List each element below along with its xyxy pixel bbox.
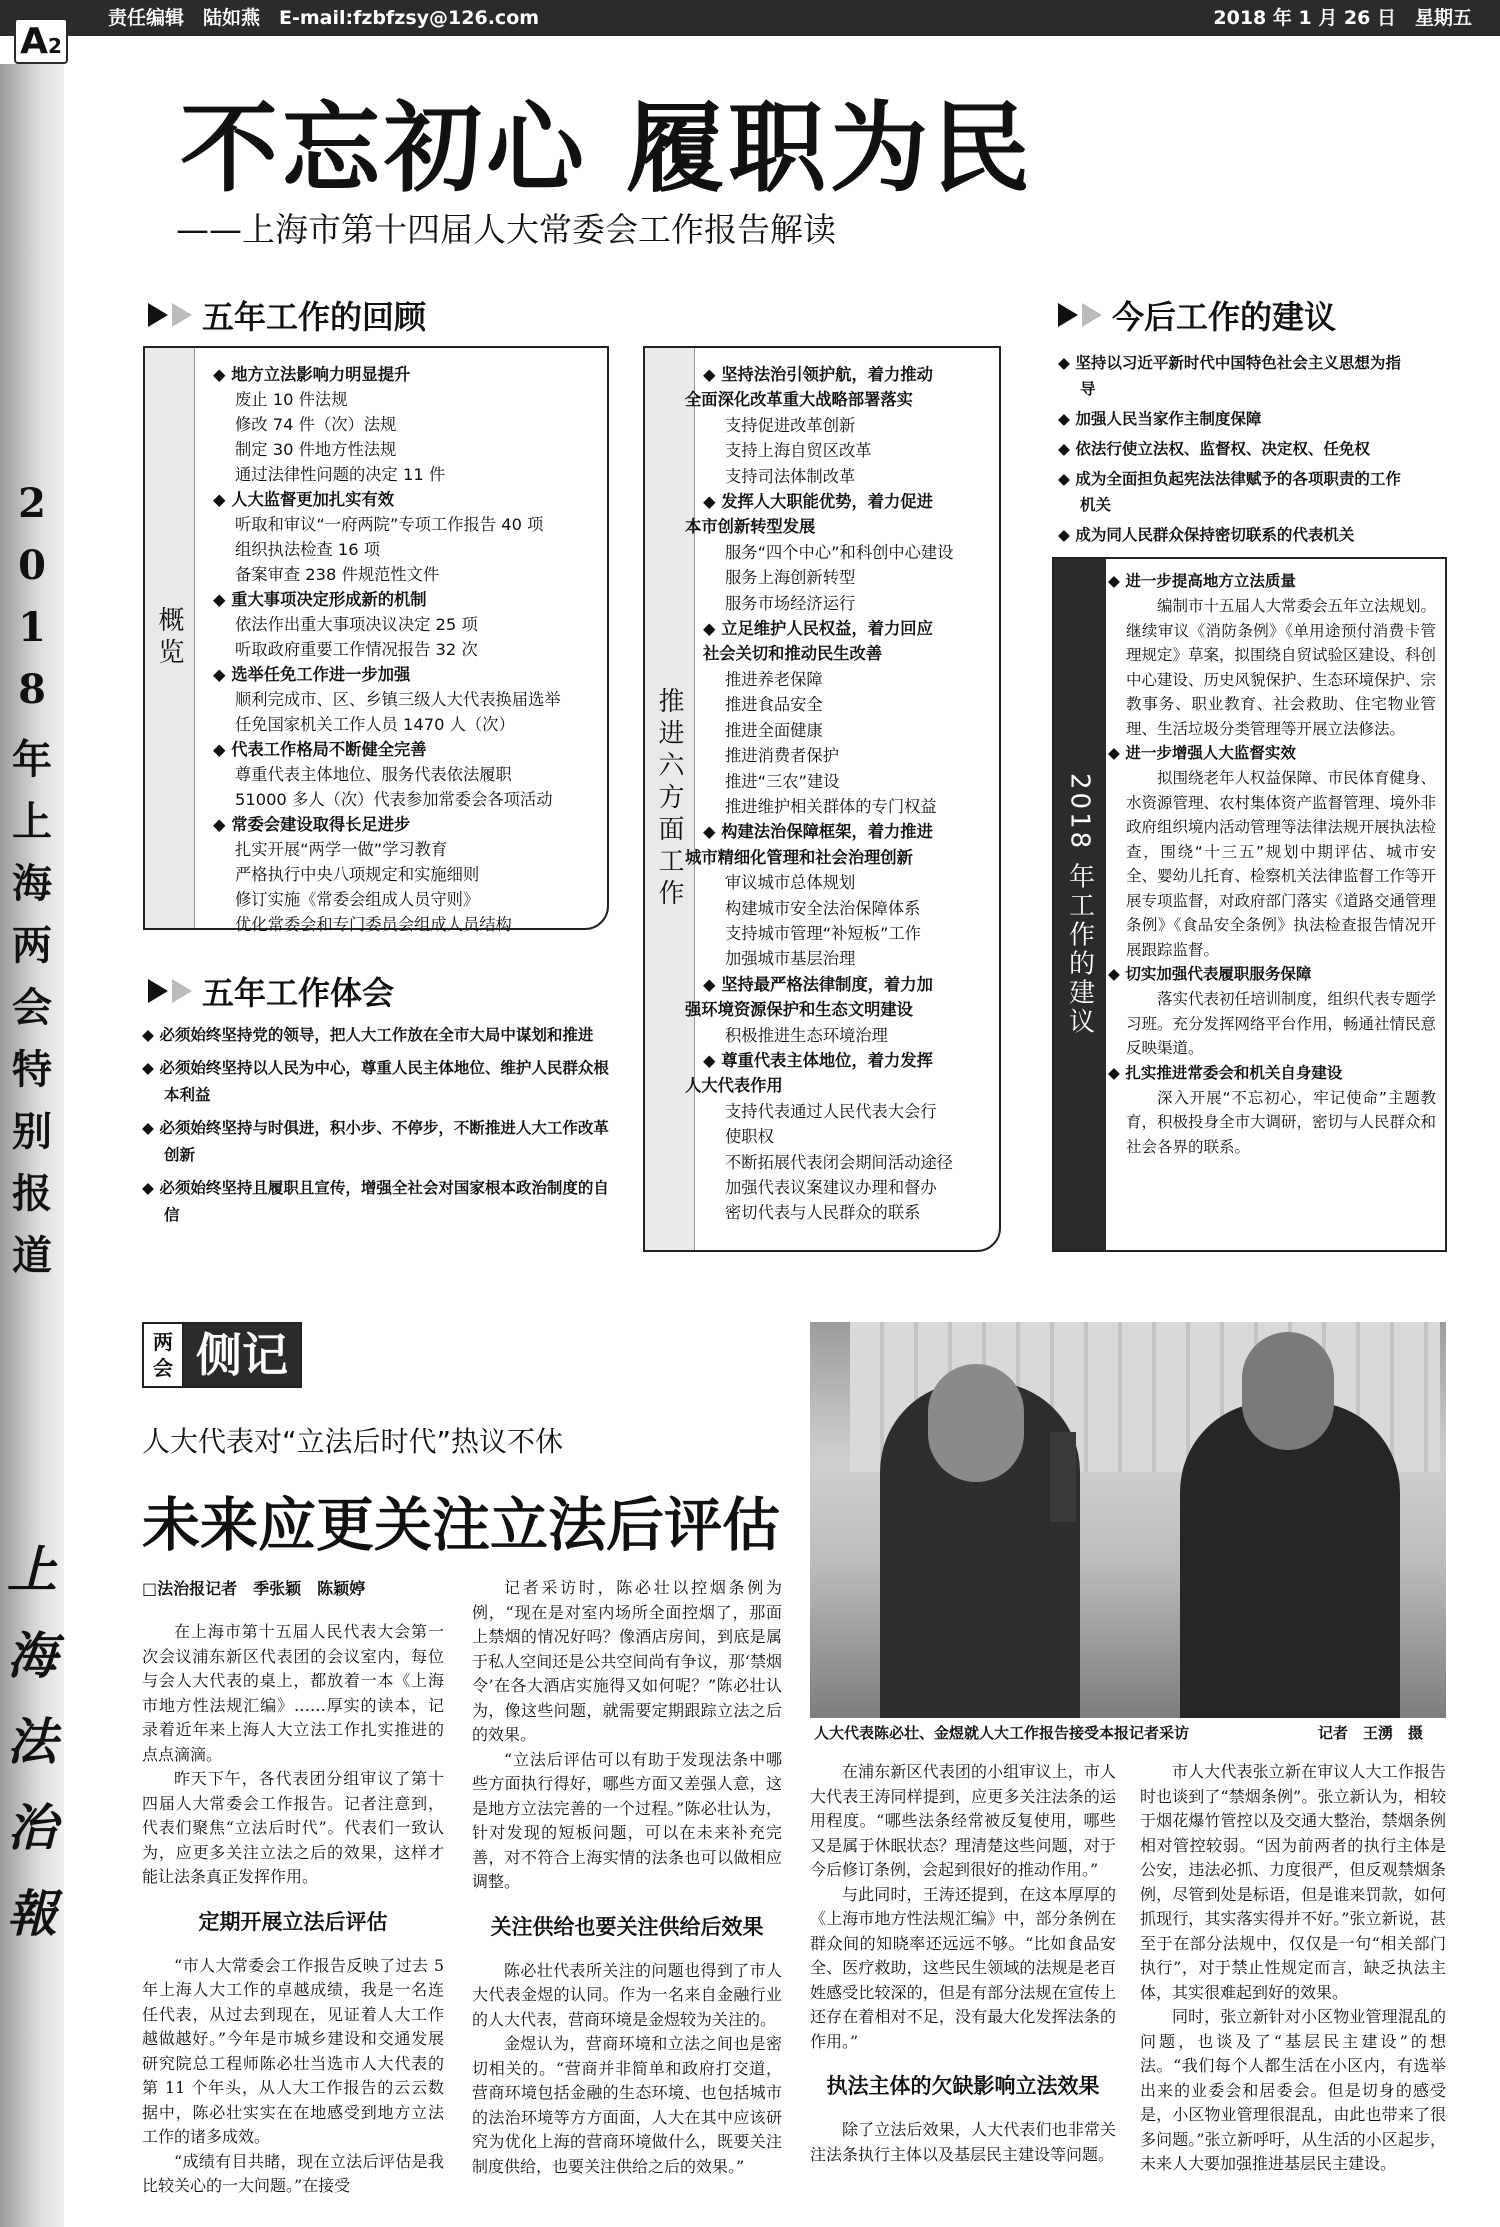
- side-char: 海: [12, 860, 52, 907]
- side-char: 特: [12, 1046, 52, 1093]
- bullet-icon: ◆: [1058, 410, 1076, 428]
- future-bullet: [1058, 522, 1410, 548]
- bullet-text: 成为全面担负起宪法法律赋予的各项职责的工作机关: [1075, 470, 1401, 514]
- side-char: 年: [12, 736, 52, 783]
- list-line: 推进食品安全: [725, 695, 823, 715]
- list-line: 尊重代表主体地位、服务代表依法履职: [235, 765, 512, 784]
- list-line: 废止 10 件法规: [235, 390, 348, 409]
- list-line: ◆ 坚持最严格法律制度，着力加: [703, 974, 933, 994]
- list-line: 推进消费者保护: [725, 746, 839, 766]
- arrow-icon: [148, 303, 168, 327]
- arrow-icon: [1082, 303, 1102, 327]
- page-number-badge: [14, 18, 68, 64]
- main-title: 不忘初心 履职为民: [180, 92, 1035, 206]
- bullet-icon: ◆: [1058, 526, 1076, 544]
- y2018-item-text: 深入开展“不忘初心，牢记使命”主题教育，积极投身全市大调研，密切与人民群众和社会各界的联系。: [1126, 1088, 1437, 1156]
- list-line: 人大代表作用: [685, 1076, 783, 1096]
- list-line: 修订实施《常委会组成人员守则》: [235, 890, 480, 909]
- list-line: 依法作出重大事项决议决定 25 项: [235, 615, 478, 634]
- review-label: 概览: [145, 348, 195, 928]
- future-bullet: [1058, 350, 1410, 402]
- article-col-4: [1140, 1760, 1446, 2177]
- article-paragraph: 在浦东新区代表团的小组审议上，市人大代表王涛同样提到，应更多关注法条的运用程度。“哪些法条经常被反复使用，哪些又是属于休眠状态？理清楚这些问题，对于今后修订条例，会起到很好的推动作用。”: [810, 1762, 1116, 1879]
- list-line: 服务上海创新转型: [725, 568, 856, 588]
- reflect-list: [142, 1022, 612, 1235]
- list-line: 服务“四个中心”和科创中心建设: [725, 542, 954, 562]
- logo-char: 法: [7, 1712, 57, 1771]
- list-line: 构建城市安全法治保障体系: [725, 898, 921, 918]
- photo-credit: 记者 王湧 摄: [1318, 1724, 1424, 1742]
- editor-info: 责任编辑 陆如燕 E-mail:fzbfzsy@126.com: [108, 7, 540, 29]
- list-line: 城市精细化管理和社会治理创新: [685, 847, 913, 867]
- list-line: 加强代表议案建议办理和督办: [725, 1178, 937, 1197]
- list-line: 推进全面健康: [725, 720, 823, 740]
- bullet-icon: ◆: [142, 1026, 160, 1044]
- list-line: 积极推进生态环境治理: [725, 1025, 888, 1045]
- main-subtitle: ——上海市第十四届人大常委会工作报告解读: [176, 210, 836, 249]
- tag-top: 两: [153, 1330, 173, 1354]
- list-line: 服务市场经济运行: [725, 593, 856, 613]
- list-line: ◆ 重大事项决定形成新的机制: [213, 590, 427, 609]
- list-line: ◆ 立足维护人民权益，着力回应: [703, 619, 933, 639]
- list-line: ◆ 构建法治保障框架，着力推进: [703, 822, 933, 842]
- list-line: 扎实开展“两学一做”学习教育: [235, 840, 448, 859]
- arrow-icon: [172, 979, 192, 1003]
- list-line: 修改 74 件（次）法规: [235, 415, 397, 434]
- list-line: 51000 多人（次）代表参加常委会各项活动: [235, 790, 553, 809]
- reflect-heading: [148, 968, 394, 1014]
- article-paragraph: “立法后评估可以有助于发现法条中哪些方面执行得好，哪些方面又差强人意，这是地方立法完善的一个过程。”陈必壮认为，针对发现的短板问题，可以在未来补充完善，对不符合上海实情的法条也可以做相应调整。: [472, 1749, 782, 1891]
- list-line: 加强城市基层治理: [725, 949, 856, 969]
- article-paragraph: 在上海市第十五届人民代表大会第一次会议浦东新区代表团的会议室内，每位与会人大代表的桌上，都放着一本《上海市地方性法规汇编》……厚实的读本，记录着近年来上海人大立法工作扎实推进的点点滴滴。: [142, 1622, 444, 1764]
- side-char: 会: [12, 984, 52, 1031]
- six-aspects-label: 推进六方面工作: [645, 348, 695, 1250]
- list-line: ◆ 坚持法治引领护航，着力推动: [703, 365, 933, 384]
- list-line: 全面深化改革重大战略部署落实: [685, 390, 913, 410]
- list-line: 制定 30 件地方性法规: [235, 440, 397, 459]
- y2018-item-text: 拟围绕老年人权益保障、市民体育健身、水资源管理、农村集体资产监督管理、境外非政府组织境内活动管理等法律法规开展执法检查，围绕“十三五”规划中期评估、城市安全、婴幼儿托育、检察机关法律监督工作等开展专项监督，对政府部门落实《道路交通管理条例》《食品安全条例》执法检查报告情况开展跟踪监督。: [1126, 769, 1437, 959]
- article-headline: 未来应更关注立法后评估: [142, 1491, 781, 1559]
- article-paragraph: 陈必壮代表所关注的问题也得到了市人大代表金煜的认同。作为一名来自金融行业的人大代表，营商环境是金煜较为关注的。: [472, 1960, 782, 2029]
- side-char: 上: [12, 798, 52, 845]
- issue-date: 2018 年 1 月 26 日 星期五: [1213, 7, 1472, 29]
- article-paragraph: 与此同时，王涛还提到，在这本厚厚的《上海市地方性法规汇编》中，部分条例在群众间的知晓率还远远不够。“比如食品安全、医疗救助，这些民生领域的法规是老百姓感受比较深的，但是有部分法规在宣传上还存在着相对不足，没有最大化发挥法条的作用。”: [810, 1884, 1116, 2051]
- list-line: 听取政府重要工作情况报告 32 次: [235, 640, 478, 659]
- side-caption: [0, 480, 64, 1286]
- logo-char: 治: [7, 1798, 57, 1857]
- y2018-item-heading: ◆ 扎实推进常委会和机关自身建设: [1108, 1063, 1343, 1082]
- bullet-icon: ◆: [1058, 354, 1076, 372]
- list-line: ◆ 代表工作格局不断健全完善: [213, 740, 427, 759]
- tag-bottom: 会: [153, 1356, 173, 1380]
- arrow-icon: [148, 979, 168, 1003]
- article-paragraph: 市人大代表张立新在审议人大工作报告时也谈到了“禁烟条例”。张立新认为，相较于烟花爆竹管控以及交通大整治，禁烟条例相对管控较弱。“因为前两者的执行主体是公安，违法必抓、力度很严，但反观禁烟条例，尽管到处是标语，但是谁来罚款，如何抓现行，其实落实得并不好。”张立新说，甚至于在部分法规中，仅仅是一句“相关部门执行”，对于禁止性规定而言，缺乏执法主体，其实很难起到好的效果。: [1140, 1762, 1446, 2002]
- y2018-item-heading: ◆ 进一步提高地方立法质量: [1108, 572, 1296, 590]
- list-line: 支持司法体制改革: [725, 466, 856, 486]
- y2018-item-heading: ◆ 进一步增强人大监督实效: [1108, 744, 1296, 762]
- bullet-text: 必须始终坚持以人民为中心，尊重人民主体地位、维护人民群众根本利益: [159, 1059, 609, 1104]
- side-report-tag: [142, 1322, 302, 1388]
- list-line: ◆ 发挥人大职能优势，着力促进: [703, 492, 933, 512]
- review-heading: [148, 292, 426, 338]
- list-line: 通过法律性问题的决定 11 件: [235, 465, 446, 484]
- list-line: 支持促进改革创新: [725, 415, 856, 435]
- list-line: ◆ 地方立法影响力明显提升: [213, 365, 411, 384]
- y2018-item-text: 落实代表初任培训制度，组织代表专题学习班。充分发挥网络平台作用，畅通社情民意反映渠道。: [1126, 990, 1437, 1057]
- list-line: 推进维护相关群体的专门权益: [725, 796, 937, 816]
- article-paragraph: 同时，张立新针对小区物业管理混乱的问题，也谈及了“基层民主建设”的想法。“我们每个人都生活在小区内，有选举出来的业委会和居委会。但是切身的感受是，小区物业管理很混乱，由此也带来了很多问题。”张立新呼吁，从生活的小区起步，未来人大要加强推进基层民主建设。: [1140, 2007, 1446, 2173]
- bullet-text: 坚持以习近平新时代中国特色社会主义思想为指导: [1075, 354, 1401, 398]
- y2018-box: [1052, 557, 1447, 1252]
- bullet-icon: ◆: [142, 1119, 160, 1137]
- list-line: 不断拓展代表闭会期间活动途径: [725, 1152, 953, 1172]
- article-paragraph: 昨天下午，各代表团分组审议了第十四届人大常委会工作报告。记者注意到，代表们聚焦“立法后时代”。代表们一致认为，应更多关注立法之后的效果，这样才能让法条真正发挥作用。: [142, 1769, 444, 1886]
- review-list: [213, 362, 561, 937]
- y2018-label: 2018 年工作的建议: [1054, 559, 1106, 1250]
- list-line: 使职权: [725, 1127, 774, 1147]
- article-col-3: [810, 1760, 1116, 2167]
- six-aspects-list: [685, 362, 954, 1226]
- list-line: 推进“三农”建设: [725, 771, 840, 791]
- article-col-1: [142, 1620, 444, 2199]
- subhead-1: 定期开展立法后评估: [198, 1909, 388, 1934]
- side-char: 报: [12, 1170, 52, 1217]
- side-char: 0: [18, 542, 46, 589]
- list-line: ◆ 选举任免工作进一步加强: [213, 665, 411, 684]
- future-heading-text: 今后工作的建议: [1112, 298, 1337, 336]
- list-line: 任免国家机关工作人员 1470 人（次）: [235, 715, 515, 734]
- y2018-list: [1108, 569, 1437, 1159]
- list-line: 顺利完成市、区、乡镇三级人大代表换届选举: [235, 690, 561, 709]
- subhead-3: 执法主体的欠缺影响立法效果: [826, 2074, 1100, 2098]
- reflect-heading-text: 五年工作体会: [202, 974, 395, 1012]
- review-box: [143, 346, 609, 934]
- side-char: 道: [12, 1232, 52, 1279]
- arrow-icon: [1058, 303, 1078, 327]
- future-bullet: [1058, 436, 1410, 462]
- bullet-icon: ◆: [142, 1059, 160, 1077]
- side-char: 两: [12, 922, 52, 969]
- reflect-bullet: [142, 1175, 612, 1229]
- side-char: 2: [18, 480, 46, 527]
- reflect-bullet: [142, 1115, 612, 1169]
- list-line: 优化常委会和专门委员会组成人员结构: [235, 915, 512, 934]
- y2018-item-heading: ◆ 切实加强代表履职服务保障: [1108, 965, 1312, 983]
- page-header: [0, 0, 1500, 36]
- article-paragraph: 记者采访时，陈必壮以控烟条例为例，“现在是对室内场所全面控烟了，那面上禁烟的情况好吗？像酒店房间，到底是属于私人空间还是公共空间尚有争议，那‘禁烟令’在各大酒店实施得又如何呢？”陈必壮认为，像这些问题，就需要定期跟踪立法之后的效果。: [472, 1578, 782, 1744]
- list-line: 听取和审议“一府两院”专项工作报告 40 项: [235, 515, 544, 534]
- page-digit: 2: [47, 34, 62, 58]
- bullet-text: 加强人民当家作主制度保障: [1075, 410, 1262, 428]
- list-line: 支持上海自贸区改革: [725, 441, 872, 461]
- y2018-item-text: 编制市十五届人大常委会五年立法规划。继续审议《消防条例》《单用途预付消费卡管理规定》草案，拟围绕自贸试验区建设、科创中心建设、历史风貌保护、生态环境保护、宗教事务、职业教育、社会救助、住宅物业管理、生活垃圾分类管理等开展立法修法。: [1126, 597, 1437, 738]
- list-line: ◆ 常委会建设取得长足进步: [213, 815, 411, 834]
- list-line: 本市创新转型发展: [685, 517, 816, 537]
- list-line: ◆ 尊重代表主体地位，着力发挥: [703, 1050, 933, 1070]
- list-line: 严格执行中央八项规定和实施细则: [235, 865, 480, 884]
- reflect-bullet: [142, 1055, 612, 1109]
- future-bullet: [1058, 466, 1410, 518]
- bullet-icon: ◆: [1058, 440, 1076, 458]
- list-line: 强环境资源保护和生态文明建设: [685, 1000, 913, 1020]
- side-char: 8: [18, 666, 46, 713]
- tag-main: 侧记: [184, 1324, 300, 1386]
- bullet-text: 必须始终坚持党的领导，把人大工作放在全市大局中谋划和推进: [159, 1026, 594, 1044]
- list-line: 推进养老保障: [725, 669, 823, 689]
- bullet-icon: ◆: [142, 1179, 160, 1197]
- future-list: [1058, 350, 1410, 552]
- bullet-icon: ◆: [1058, 470, 1076, 488]
- article-paragraph: “市人大常委会工作报告反映了过去 5 年上海人大工作的卓越成绩，我是一名连任代表，从过去到现在，见证着人大工作越做越好。”今年是市城乡建设和交通发展研究院总工程师陈必壮当选市人大代表的第 11 个年头，从人大工作报告的云云数据中，陈必壮实实在在地感受到地方立法工作的诸多成效。: [142, 1955, 444, 2146]
- bullet-text: 必须始终坚持与时俱进，积小步、不停步，不断推进人大工作改革创新: [159, 1119, 609, 1164]
- list-line: 支持代表通过人民代表大会行: [725, 1101, 937, 1121]
- newspaper-logo: [0, 1530, 64, 1960]
- bullet-text: 依法行使立法权、监督权、决定权、任免权: [1075, 440, 1370, 458]
- subhead-2: 关注供给也要关注供给后效果: [490, 1914, 764, 1939]
- list-line: 组织执法检查 16 项: [235, 540, 381, 559]
- side-char: 1: [18, 604, 46, 651]
- list-line: 密切代表与人民群众的联系: [725, 1203, 921, 1223]
- future-bullet: [1058, 406, 1410, 432]
- article-paragraph: 金煜认为，营商环境和立法之间也是密切相关的。“营商并非简单和政府打交道，营商环境包括金融的生态环境、也包括城市的法治环境等方方面面，人大在其中应该研究为优化上海的营商环境做什么，既要关注制度供给，也要关注供给之后的效果。”: [472, 2034, 782, 2176]
- logo-char: 報: [7, 1884, 57, 1943]
- side-char: 别: [12, 1108, 52, 1155]
- page-letter: A: [20, 21, 48, 62]
- list-line: 备案审查 238 件规范性文件: [235, 565, 440, 584]
- reflect-bullet: [142, 1022, 612, 1049]
- logo-char: 海: [7, 1626, 57, 1685]
- arrow-icon: [172, 303, 192, 327]
- logo-char: 上: [7, 1540, 57, 1599]
- article-paragraph: “成绩有目共睹，现在立法后评估是我比较关心的一大问题。”在接受: [142, 2151, 444, 2195]
- interview-photo: [810, 1322, 1446, 1718]
- article-paragraph: 除了立法后效果，人大代表们也非常关注法条执行主体以及基层民主建设等问题。: [810, 2120, 1116, 2164]
- bullet-text: 必须始终坚持且履职且宣传，增强全社会对国家根本政治制度的自信: [159, 1179, 609, 1224]
- article-byline: □法治报记者 季张颖 陈颖婷: [142, 1579, 366, 1598]
- list-line: ◆ 人大监督更加扎实有效: [213, 490, 395, 509]
- article-kicker: 人大代表对“立法后时代”热议不休: [142, 1425, 564, 1458]
- list-line: 社会关切和推动民生改善: [703, 644, 883, 664]
- list-line: 支持城市管理“补短板”工作: [725, 923, 921, 943]
- article-col-2: [472, 1576, 782, 2179]
- photo-caption: 人大代表陈必壮、金煜就人大工作报告接受本报记者采访: [814, 1724, 1190, 1742]
- six-aspects-box: [643, 346, 1001, 1252]
- future-heading: [1058, 292, 1336, 338]
- bullet-text: 成为同人民群众保持密切联系的代表机关: [1075, 526, 1355, 544]
- list-line: 审议城市总体规划: [725, 873, 856, 893]
- review-heading-text: 五年工作的回顾: [202, 298, 427, 336]
